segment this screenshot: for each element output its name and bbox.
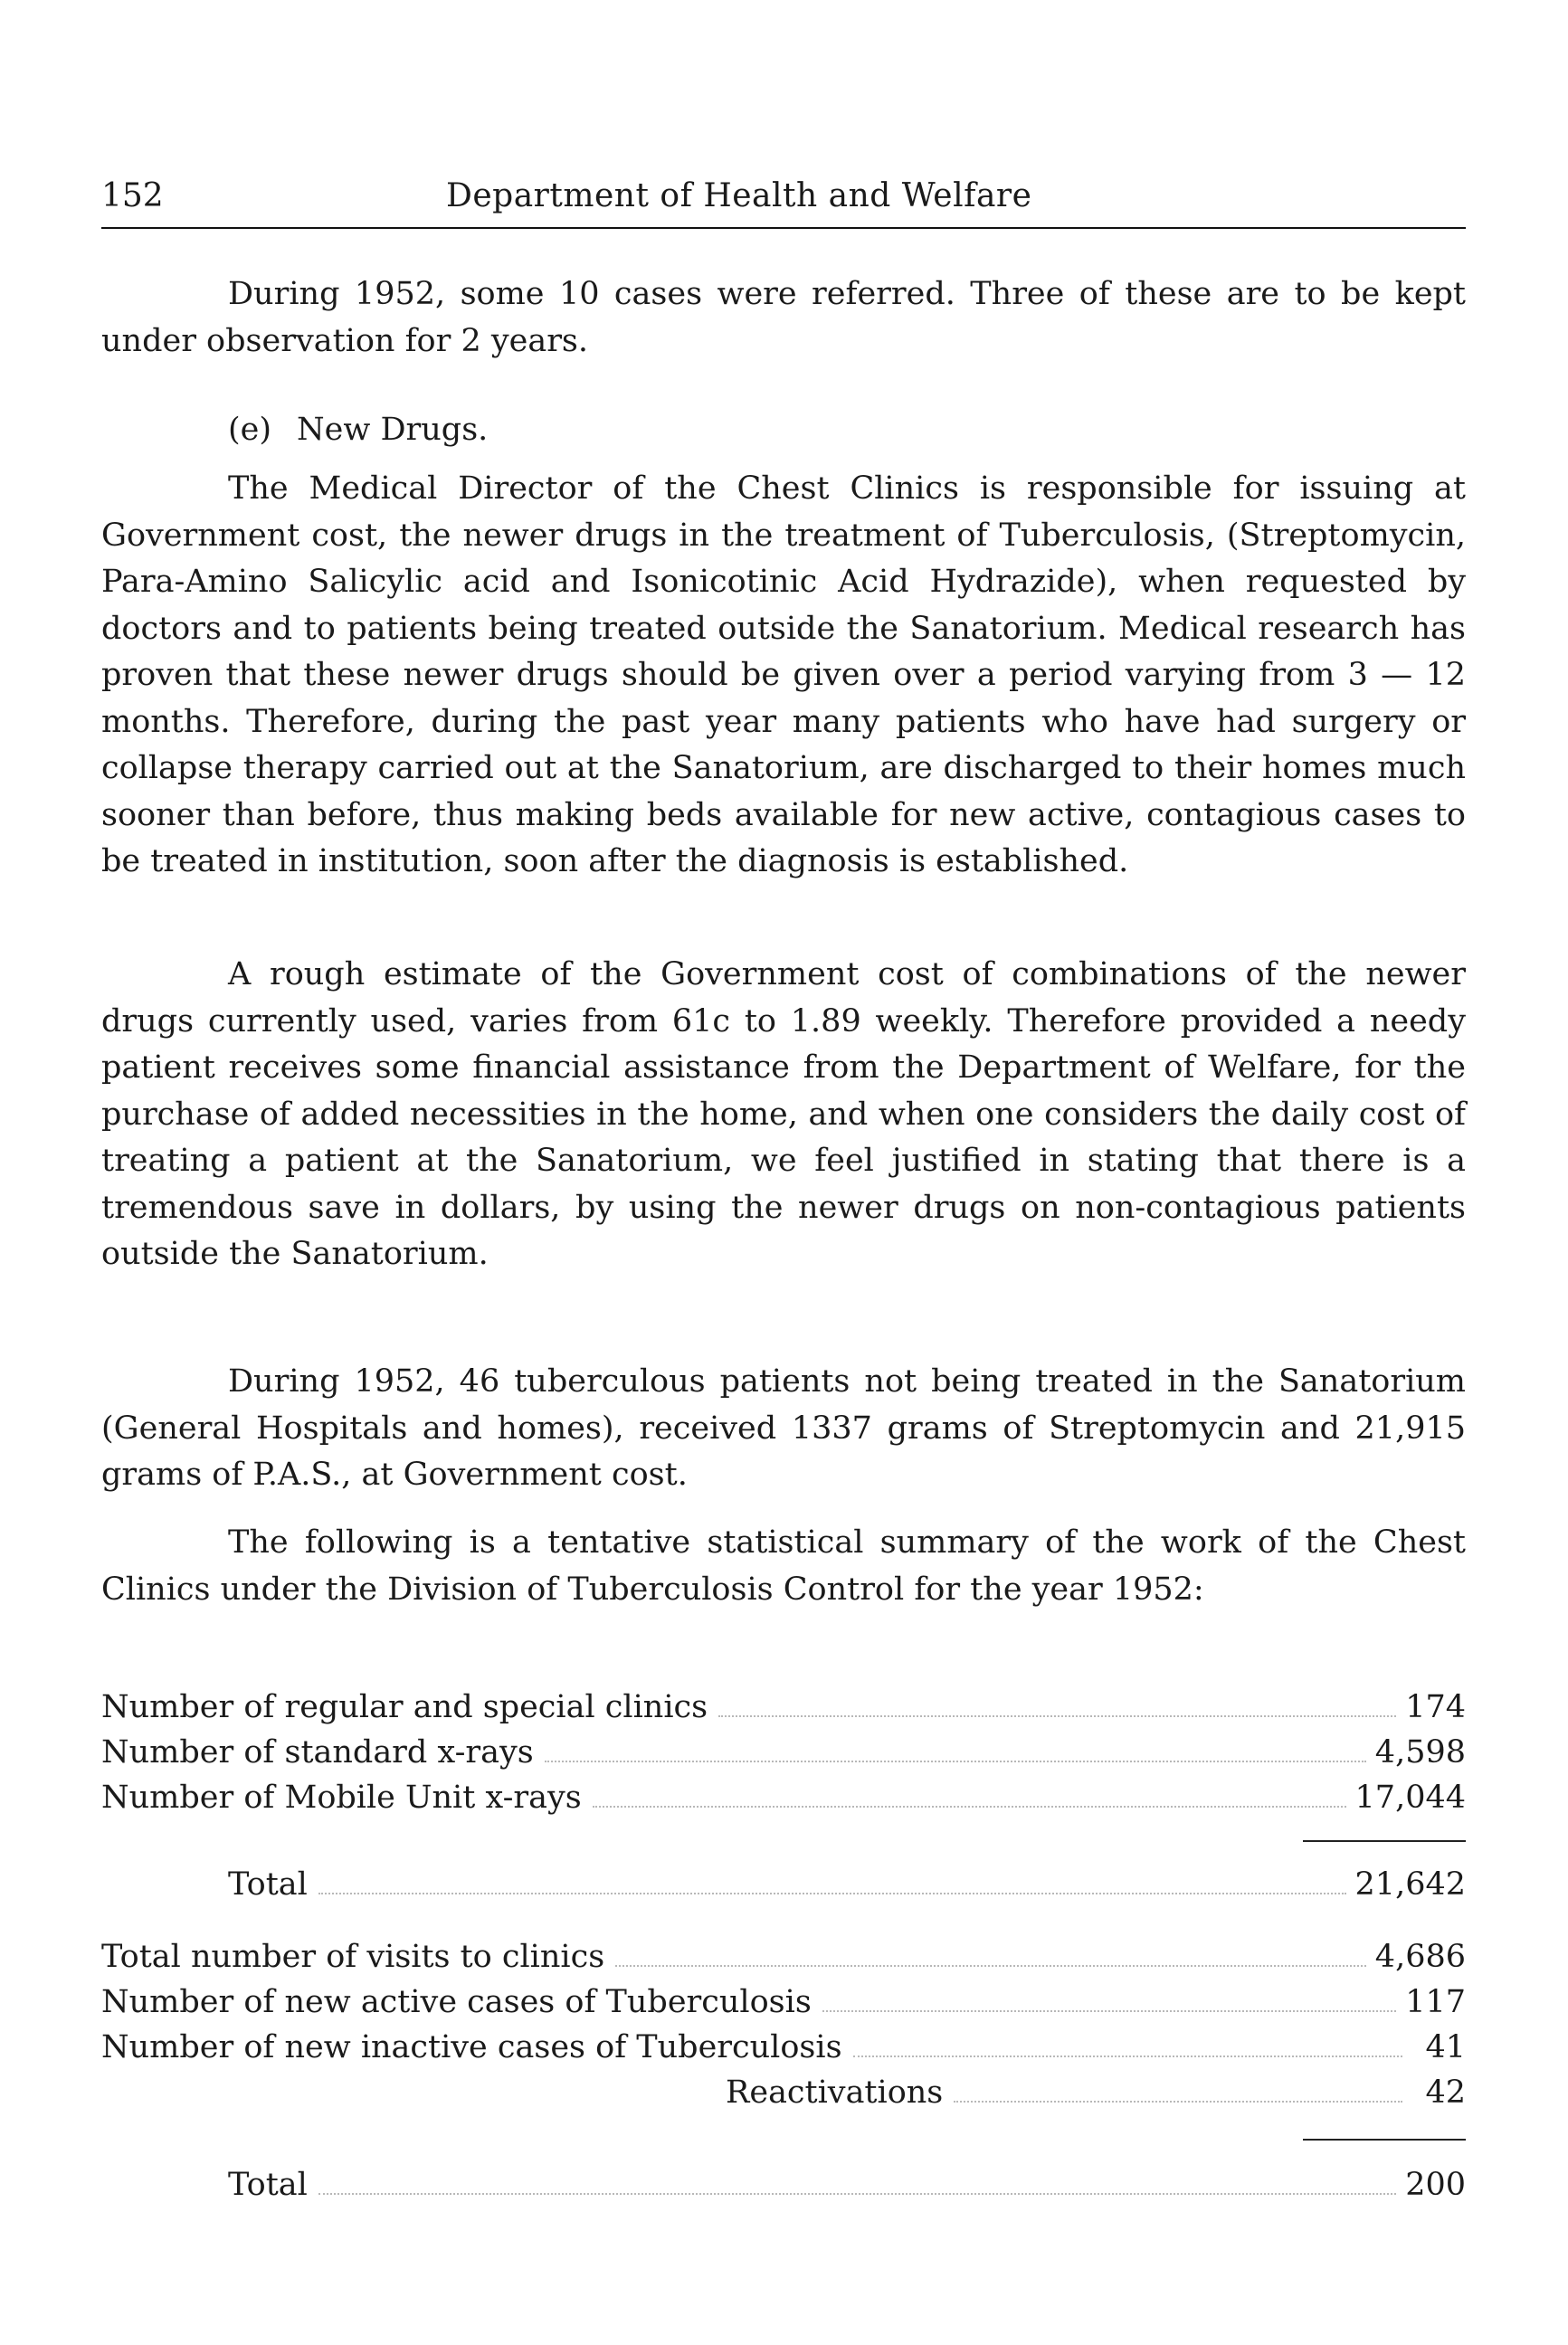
section-heading-new-drugs <box>228 407 513 454</box>
stat-row <box>101 1685 1466 1730</box>
paragraph-text: During 1952, 46 tuberculous patients not being treated in the Sanatorium (General Hospitals and homes), received 1337 grams of Streptomycin and 21,915 grams of P.A.S., at Government cost. <box>101 1363 1466 1493</box>
section-title: New Drugs. <box>297 412 489 448</box>
paragraph-referrals <box>101 271 1466 365</box>
paragraph-summary-intro <box>101 1520 1466 1613</box>
dot-leader <box>545 1761 1366 1762</box>
page-header <box>101 175 1466 229</box>
stat-total-row <box>101 1862 1466 1907</box>
dot-leader <box>718 1715 1396 1717</box>
stat-value: 4,686 <box>1374 1939 1466 1975</box>
sum-rule-container <box>101 2115 1466 2162</box>
stat-value: 42 <box>1425 2074 1466 2111</box>
dot-leader <box>318 1893 1346 1894</box>
stat-label: Reactivations <box>726 2074 944 2111</box>
stat-label: Number of new active cases of Tuberculosis <box>101 1984 812 2020</box>
stat-label: Number of Mobile Unit x-rays <box>101 1780 582 1816</box>
stat-value: 4,598 <box>1374 1734 1466 1771</box>
stat-value: 174 <box>1405 1689 1466 1725</box>
sum-rule <box>1303 2139 1466 2141</box>
total-value: 200 <box>1405 2167 1466 2203</box>
page-number: 152 <box>101 177 164 214</box>
section-marker: (e) <box>228 412 272 448</box>
stat-label: Number of regular and special clinics <box>101 1689 708 1725</box>
stats-table-xrays <box>101 1685 1466 1907</box>
paragraph-cost-estimate <box>101 952 1466 1278</box>
dot-leader <box>593 1806 1346 1808</box>
stat-label: Total number of visits to clinics <box>101 1939 605 1975</box>
total-label: Total <box>228 2167 308 2203</box>
paragraph-text: The following is a tentative statistical summary of the work of the Chest Clinics under the Division of Tuberculosis Control for the year 1952: <box>101 1524 1466 1608</box>
stat-row <box>101 1730 1466 1775</box>
stat-value: 17,044 <box>1354 1780 1466 1816</box>
running-title: Department of Health and Welfare <box>446 177 1032 214</box>
dot-leader <box>318 2193 1396 2195</box>
stat-row <box>101 1979 1466 2025</box>
sum-rule-container <box>101 1820 1466 1862</box>
dot-leader <box>853 2055 1402 2057</box>
total-value: 21,642 <box>1354 1866 1466 1903</box>
dot-leader <box>822 2010 1396 2012</box>
dot-leader <box>615 1965 1366 1967</box>
paragraph-text: A rough estimate of the Government cost of combinations of the newer drugs currently used, varies from 61c to 1.89 weekly. Therefore provided a needy patient receives some financial assistance from the Department of Welfare, for the purchase of added necessities in the home, and when one considers the daily cost of treating a patient at the Sanatorium, we feel justified in stating that there is a tremendous save in dollars, by using the newer drugs on non-contagious patients outside the Sanatorium. <box>101 956 1466 1272</box>
stat-label: Number of new inactive cases of Tuberculosis <box>101 2029 842 2065</box>
dot-leader <box>954 2101 1402 2103</box>
stat-row <box>101 1934 1466 1979</box>
paragraph-streptomycin <box>101 1359 1466 1499</box>
stat-total-row <box>101 2162 1466 2207</box>
stat-row <box>101 1775 1466 1820</box>
sum-rule <box>1303 1840 1466 1842</box>
stat-value: 117 <box>1405 1984 1466 2020</box>
stat-row-reactivations <box>101 2070 1466 2115</box>
stat-label: Number of standard x-rays <box>101 1734 534 1771</box>
stats-table-cases <box>101 1934 1466 2207</box>
paragraph-text: The Medical Director of the Chest Clinics is responsible for issuing at Government cost, the newer drugs in the treatment of Tuberculosis, (Streptomycin, Para-Amino Salicylic acid and Isonicotinic Acid Hydrazide), when requested by doctors and to patients being treated outside the Sanatorium. Medical research has proven that these newer drugs should be given over a period varying from 3 — 12 months. Therefore, during the past year many patients who have had surgery or collapse therapy carried out at the Sanatorium, are discharged to their homes much sooner than before, thus making beds available for new active, contagious cases to be treated in institution, soon after the diagnosis is established. <box>101 470 1466 879</box>
stat-value: 41 <box>1425 2029 1466 2065</box>
paragraph-medical-director <box>101 466 1466 886</box>
paragraph-text: During 1952, some 10 cases were referred. Three of these are to be kept under observation for 2 years. <box>101 276 1466 359</box>
total-label: Total <box>228 1866 308 1903</box>
stat-row <box>101 2025 1466 2070</box>
